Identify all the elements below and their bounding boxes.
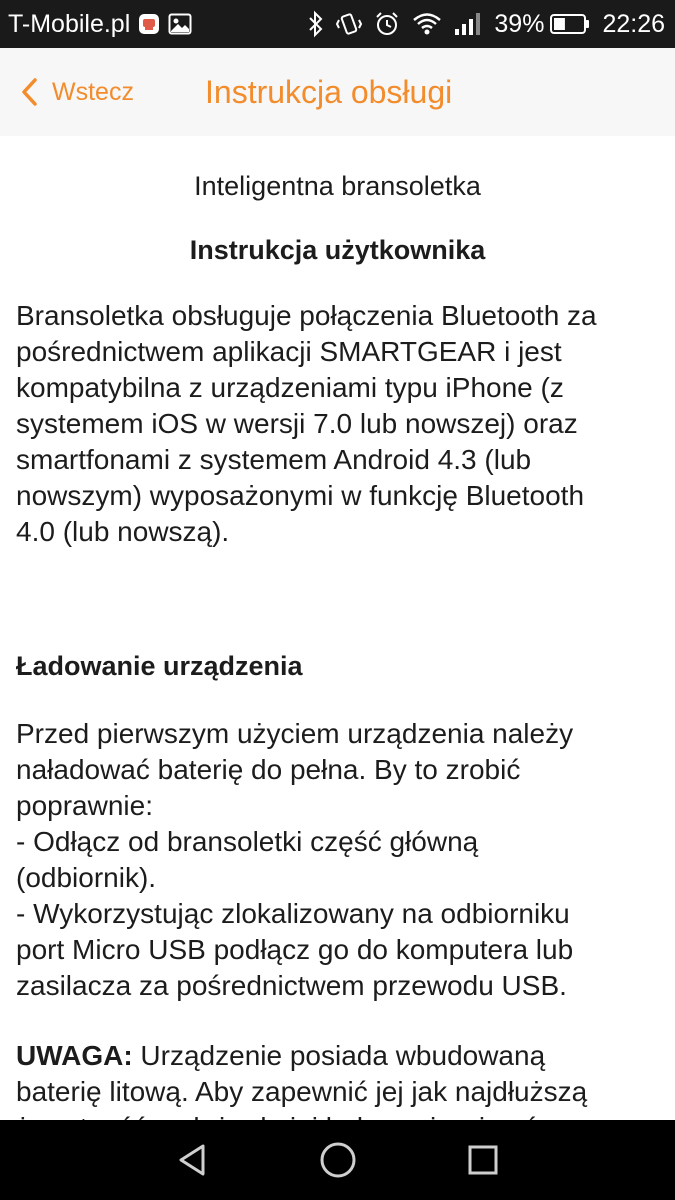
- document-subtitle: Instrukcja użytkownika: [189, 235, 486, 265]
- app-header: [0, 48, 675, 136]
- home-circle-icon: [319, 1141, 357, 1179]
- vibrate-icon: [336, 11, 362, 37]
- nav-home-button[interactable]: [308, 1130, 368, 1190]
- app-notification-icon: [138, 13, 160, 35]
- navigation-bar: [0, 1120, 675, 1200]
- charging-line: - Wykorzystując zlokalizowany na odbiorniku: [16, 898, 570, 929]
- intro-paragraph: [16, 298, 659, 550]
- charging-line: zasilacza za pośrednictwem przewodu USB.: [16, 970, 567, 1001]
- intro-line: pośrednictwem aplikacji SMARTGEAR i jest: [16, 336, 562, 367]
- charging-line: poprawnie:: [16, 790, 153, 821]
- back-button[interactable]: [20, 48, 134, 136]
- section-heading-charging: Ładowanie urządzenia: [16, 651, 303, 681]
- warning-first-text: Urządzenie posiada wbudowaną: [132, 1040, 546, 1071]
- recents-square-icon: [467, 1144, 499, 1176]
- nav-recents-button[interactable]: [453, 1130, 513, 1190]
- chevron-left-icon: [20, 77, 38, 107]
- page-title: Instrukcja obsługi: [205, 73, 453, 110]
- intro-line: smartfonami z systemem Android 4.3 (lub: [16, 444, 532, 475]
- back-triangle-icon: [176, 1143, 210, 1177]
- clock: 22:26: [602, 9, 665, 38]
- battery-icon: [550, 13, 590, 35]
- battery-indicator: [494, 10, 590, 39]
- charging-line: port Micro USB podłącz go do komputera lub: [16, 934, 574, 965]
- document-title: Inteligentna bransoletka: [194, 171, 481, 201]
- intro-line: kompatybilna z urządzeniami typu iPhone (z: [16, 372, 564, 403]
- charging-line: (odbiornik).: [16, 862, 157, 893]
- bluetooth-icon: [308, 11, 324, 37]
- intro-line: systemem iOS w wersji 7.0 lub nowszej) oraz: [16, 408, 578, 439]
- image-icon: [168, 13, 192, 35]
- status-bar: [0, 0, 675, 48]
- status-left: [8, 10, 192, 39]
- charging-line: - Odłącz od bransoletki część główną: [16, 826, 479, 857]
- charging-line: Przed pierwszym użyciem urządzenia należy: [16, 718, 574, 749]
- nav-back-button[interactable]: [163, 1130, 223, 1190]
- charging-paragraph: [16, 716, 659, 1004]
- back-label: Wstecz: [52, 77, 134, 106]
- alarm-icon: [374, 11, 400, 37]
- warning-label: UWAGA:: [16, 1040, 133, 1071]
- battery-percent: 39%: [494, 9, 545, 38]
- intro-line: 4.0 (lub nowszą).: [16, 516, 230, 547]
- intro-line: Bransoletka obsługuje połączenia Bluetooth za: [16, 300, 597, 331]
- signal-icon: [454, 12, 482, 36]
- wifi-icon: [412, 12, 442, 36]
- warning-line: baterię litową. Aby zapewnić jej jak najdłuższą: [16, 1076, 588, 1107]
- charging-line: naładować baterię do pełna. By to zrobić: [16, 754, 521, 785]
- manual-content[interactable]: [0, 136, 675, 1120]
- carrier-name: T-Mobile.pl: [8, 9, 131, 38]
- warning-first-line: [16, 1038, 659, 1074]
- intro-line: nowszym) wyposażonymi w funkcję Bluetooth: [16, 480, 585, 511]
- status-right: [308, 10, 665, 39]
